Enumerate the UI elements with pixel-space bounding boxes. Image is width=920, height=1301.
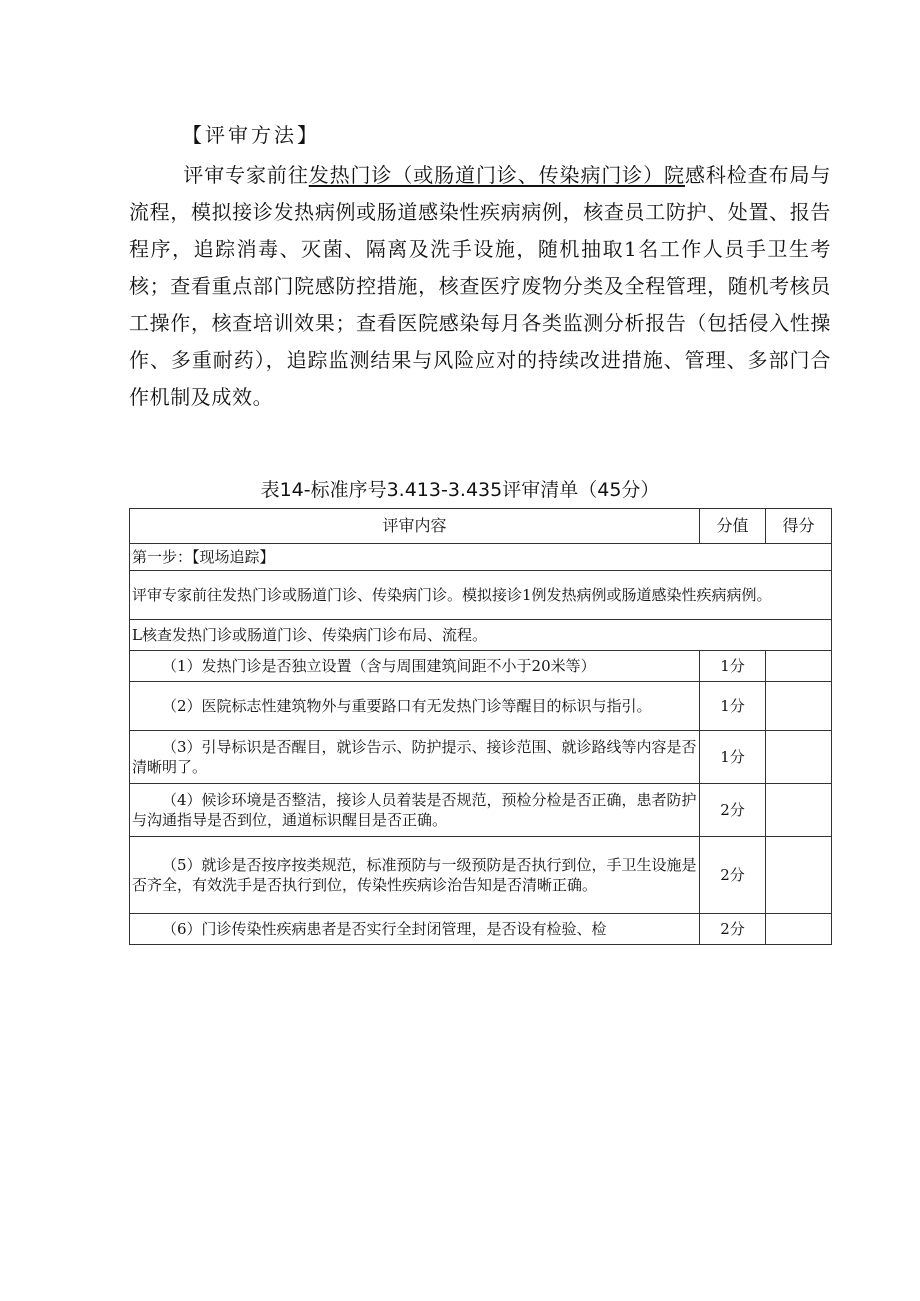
table-header-row <box>130 509 832 544</box>
table-row <box>130 651 832 682</box>
method-paragraph <box>129 157 831 416</box>
item-text: （4）候诊环境是否整洁，接诊人员着装是否规范，预检分检是否正确，患者防护与沟通指导是否到位，通道标识醒目是否正确。 <box>130 784 700 837</box>
header-score: 得分 <box>766 509 832 544</box>
table-row <box>130 837 832 914</box>
table-row <box>130 682 832 731</box>
paragraph-rest: 感科检查布局与流程，模拟接诊发热病例或肠道感染性疾病病例，核查员工防护、处置、报告程序，追踪消毒、灭菌、隔离及洗手设施，随机抽取1名工作人员手卫生考核；查看重点部门院感防控措施，核查医疗废物分类及全程管理，随机考核员工操作，核查培训效果；查看医院感染每月各类监测分析报告（包括侵入性操作、多重耐药），追踪监测结果与风险应对的持续改进措施、管理、多部门合作机制及成效。 <box>129 163 831 409</box>
item-points: 1分 <box>700 682 766 731</box>
step-row <box>130 544 832 571</box>
header-points: 分值 <box>700 509 766 544</box>
table-row <box>130 784 832 837</box>
item-score-cell <box>766 651 832 682</box>
item-points: 2分 <box>700 837 766 914</box>
table-row <box>130 731 832 784</box>
method-heading: 【评审方法】 <box>182 123 320 147</box>
item-text: （3）引导标识是否醒目，就诊告示、防护提示、接诊范围、就诊路线等内容是否清晰明了。 <box>130 731 700 784</box>
item-score-cell <box>766 731 832 784</box>
item-score-cell <box>766 682 832 731</box>
item-score-cell <box>766 837 832 914</box>
table-caption: 表14-标准序号3.413-3.435评审清单（45分） <box>260 479 660 501</box>
header-content: 评审内容 <box>130 509 700 544</box>
step1-label: 第一步：【现场追踪】 <box>130 544 832 571</box>
step1-description: 评审专家前往发热门诊或肠道门诊、传染病门诊。模拟接诊1例发热病例或肠道感染性疾病病例。 <box>130 571 832 620</box>
item-text: （6）门诊传染性疾病患者是否实行全封闭管理，是否设有检验、检 <box>130 914 700 945</box>
item-points: 1分 <box>700 651 766 682</box>
item-text: （2）医院标志性建筑物外与重要路口有无发热门诊等醒目的标识与指引。 <box>130 682 700 731</box>
item-text: （1）发热门诊是否独立设置（含与周围建筑间距不小于20米等） <box>130 651 700 682</box>
paragraph-underlined: 发热门诊（或肠道门诊、传染病门诊）院 <box>308 163 685 187</box>
review-checklist-table <box>129 508 832 945</box>
table-row <box>130 914 832 945</box>
item-points: 2分 <box>700 784 766 837</box>
section-row <box>130 620 832 651</box>
item-points: 2分 <box>700 914 766 945</box>
step-desc-row <box>130 571 832 620</box>
item-score-cell <box>766 914 832 945</box>
item-points: 1分 <box>700 731 766 784</box>
paragraph-pre: 评审专家前往 <box>183 163 309 187</box>
item-score-cell <box>766 784 832 837</box>
item-text: （5）就诊是否按序按类规范，标准预防与一级预防是否执行到位，手卫生设施是否齐全，有效洗手是否执行到位，传染性疾病诊治告知是否清晰正确。 <box>130 837 700 914</box>
section1-label: L核查发热门诊或肠道门诊、传染病门诊布局、流程。 <box>130 620 832 651</box>
